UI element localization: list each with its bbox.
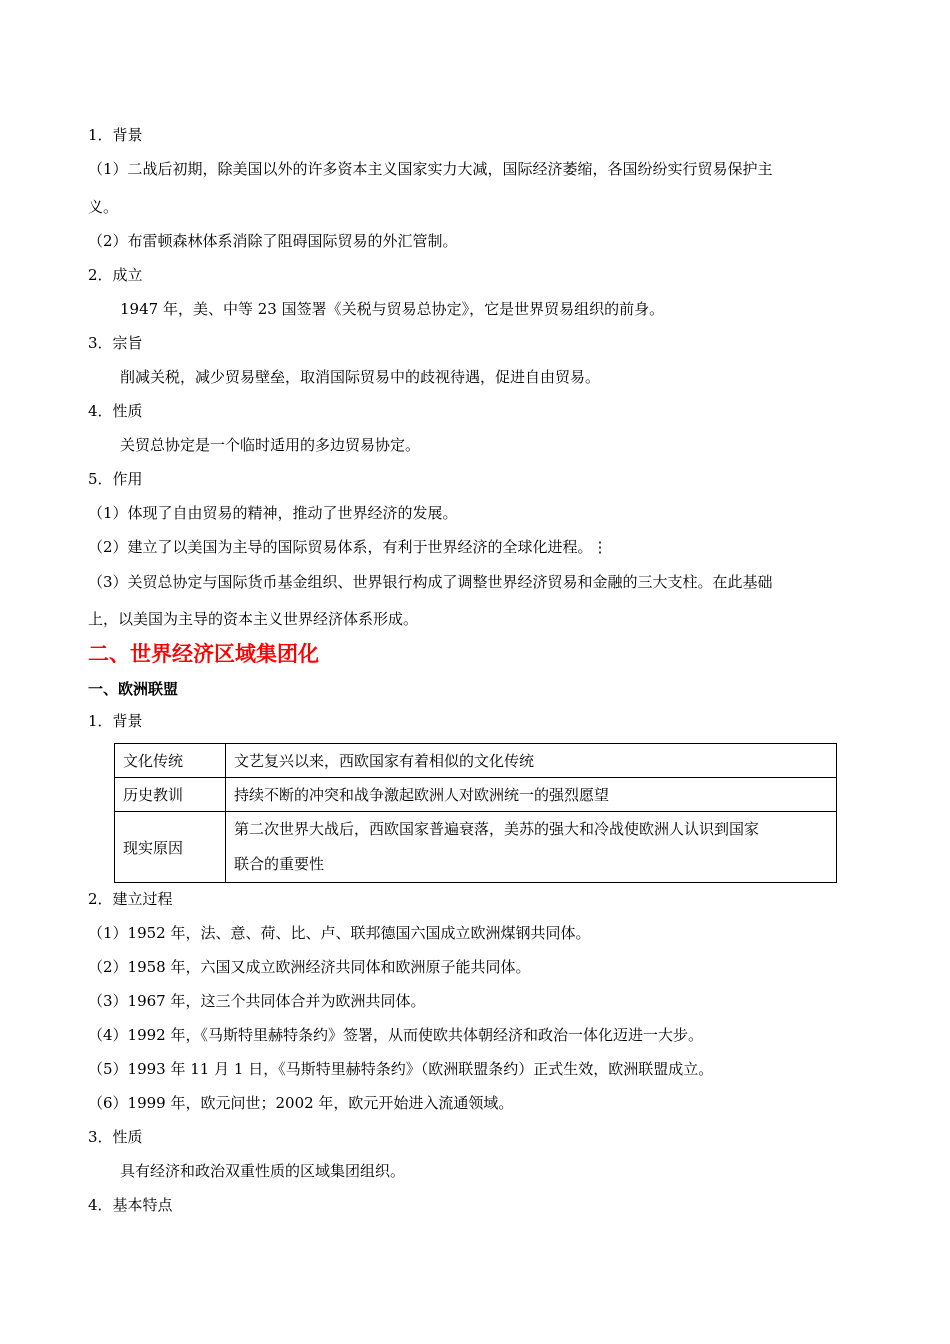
process-item: （5）1993 年 11 月 1 日，《马斯特里赫特条约》（欧洲联盟条约）正式生效，欧洲联盟成立。 xyxy=(88,1060,714,1078)
process-item: （1）1952 年，法、意、荷、比、卢、联邦德国六国成立欧洲煤钢共同体。 xyxy=(88,924,591,942)
table-value-line-1: 第二次世界大战后，西欧国家普遍衰落，美苏的强大和冷战使欧洲人认识到国家 xyxy=(234,820,760,838)
heading-features: 4．基本特点 xyxy=(88,1196,173,1214)
eu-nature-text: 具有经济和政治双重性质的区域集团组织。 xyxy=(120,1162,406,1180)
purpose-text: 削减关税，减少贸易壁垒，取消国际贸易中的歧视待遇，促进自由贸易。 xyxy=(120,368,601,386)
role-item-3-cont: 上，以美国为主导的资本主义世界经济体系形成。 xyxy=(88,610,419,628)
table-row xyxy=(115,812,837,883)
table-value: 持续不断的冲突和战争激起欧洲人对欧洲统一的强烈愿望 xyxy=(226,778,837,812)
heading-process: 2．建立过程 xyxy=(88,890,173,908)
table-value: 文艺复兴以来，西欧国家有着相似的文化传统 xyxy=(226,744,837,778)
table-row xyxy=(115,744,837,778)
background-table xyxy=(114,743,837,883)
founding-text: 1947 年，美、中等 23 国签署《关税与贸易总协定》，它是世界贸易组织的前身。 xyxy=(120,300,665,318)
heading-eu-nature: 3．性质 xyxy=(88,1128,143,1146)
table-value xyxy=(226,812,837,883)
heading-role: 5．作用 xyxy=(88,470,143,488)
section-title: 二、世界经济区域集团化 xyxy=(88,642,319,666)
role-item-2: （2）建立了以美国为主导的国际贸易体系，有利于世界经济的全球化进程。⋮ xyxy=(88,538,608,556)
process-item: （3）1967 年，这三个共同体合并为欧洲共同体。 xyxy=(88,992,426,1010)
heading-founding: 2．成立 xyxy=(88,266,143,284)
heading-background: 1．背景 xyxy=(88,126,143,144)
table-row xyxy=(115,778,837,812)
nature-text: 关贸总协定是一个临时适用的多边贸易协定。 xyxy=(120,436,421,454)
role-item-1: （1）体现了自由贸易的精神，推动了世界经济的发展。 xyxy=(88,504,458,522)
section-subtitle: 一、欧洲联盟 xyxy=(88,680,179,698)
process-item: （4）1992 年，《马斯特里赫特条约》签署，从而使欧共体朝经济和政治一体化迈进一大步。 xyxy=(88,1026,703,1044)
background-item-1-cont: 义。 xyxy=(88,198,119,216)
heading-nature: 4．性质 xyxy=(88,402,143,420)
heading-eu-background: 1．背景 xyxy=(88,712,143,730)
table-key: 历史教训 xyxy=(115,778,226,812)
process-item: （2）1958 年，六国又成立欧洲经济共同体和欧洲原子能共同体。 xyxy=(88,958,531,976)
heading-purpose: 3．宗旨 xyxy=(88,334,143,352)
table-value-line-2: 联合的重要性 xyxy=(234,855,325,873)
process-item: （6）1999 年，欧元问世；2002 年，欧元开始进入流通领域。 xyxy=(88,1094,514,1112)
table-key: 文化传统 xyxy=(115,744,226,778)
background-item-1: （1）二战后初期，除美国以外的许多资本主义国家实力大减，国际经济萎缩，各国纷纷实行贸易保护主 xyxy=(88,160,773,178)
table-key: 现实原因 xyxy=(115,812,226,883)
role-item-3: （3）关贸总协定与国际货币基金组织、世界银行构成了调整世界经济贸易和金融的三大支柱。在此基础 xyxy=(88,573,773,591)
background-item-2: （2）布雷顿森林体系消除了阻碍国际贸易的外汇管制。 xyxy=(88,232,458,250)
